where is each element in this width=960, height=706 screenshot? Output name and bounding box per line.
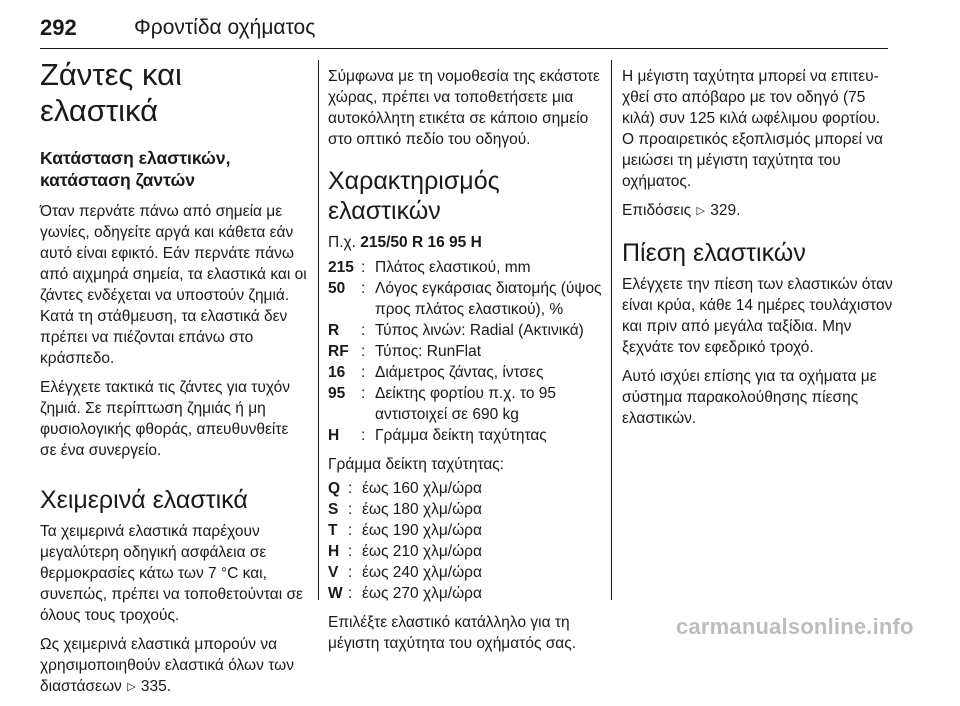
paragraph: Αυτό ισχύει επίσης για τα οχήματα με σύστημα παρακολούθησης πίεσης ελαστικών. bbox=[622, 368, 877, 427]
subsection-title: Κατάσταση ελαστικών, κατάσταση ζαντών bbox=[40, 148, 231, 190]
paragraph: Ελέγχετε την πίεση των ελαστικών όταν είναι κρύα, κάθε 14 ημέρες τουλάχιστον και πριν από μεγάλα ταξίδια. Μην ξεχνάτε τον εφεδρικό τροχό. bbox=[622, 276, 893, 356]
paragraph: Ελέγχετε τακτικά τις ζάντες για τυχόν ζημιά. Σε περίπτωση ζημιάς ή μη φυσιολογικής φθοράς, απευθυνθείτε σε ένα συνεργείο. bbox=[40, 379, 290, 459]
paragraph: Τα χειμερινά ελαστικά παρέχουν μεγαλύτερη οδηγική ασφάλεια σε θερμοκρασίες κάτω των 7 °C και, συνεπώς, πρέπει να τοποθετούνται σε όλους τους τροχούς. bbox=[40, 523, 303, 624]
definition-row: 215 : Πλάτος ελαστικού, mm bbox=[328, 259, 531, 276]
column-divider bbox=[611, 60, 612, 600]
speed-row: Q : έως 160 χλμ/ώρα bbox=[328, 480, 482, 497]
page-number: 292 bbox=[40, 15, 77, 40]
definition-row: 95 : Δείκτης φορτίου π.χ. το 95 αντιστοιχεί σε 690 kg bbox=[328, 385, 557, 423]
page-header bbox=[40, 12, 888, 49]
paragraph: Η μέγιστη ταχύτητα μπορεί να επιτευχθεί στο απόβαρο με τον οδηγό (75 κιλά) συν 125 κιλά ωφέλιμου φορτίου. Ο προαιρετικός εξοπλισμός μπορεί να μειώσει τη μέγιστη ταχύτητα του οχήματος. bbox=[622, 68, 883, 190]
example-line: Π.χ. 215/50 R 16 95 H bbox=[328, 234, 482, 251]
winter-tyres-title: Χειμερινά ελαστικά bbox=[40, 486, 248, 514]
definition-row: RF : Τύπος: RunFlat bbox=[328, 343, 482, 360]
paragraph: Ως χειμερινά ελαστικά μπορούν να χρησιμοποιηθούν ελαστικά όλων των διαστάσεων ▷ 335. bbox=[40, 634, 308, 698]
paragraph: Σύμφωνα με τη νομοθεσία της εκάστοτε χώρας, πρέπει να τοποθετήσετε μια αυτοκόλλητη ετικέτα σε κάποιο σημείο στο οπτικό πεδίο του οδηγού. bbox=[328, 68, 600, 148]
paragraph: Όταν περνάτε πάνω από σημεία με γωνίες, οδηγείτε αργά και κάθετα εάν αυτό είναι εφικτό. Εάν περνάτε πάνω από αιχμηρά σημεία, τα ελαστικά και οι ζάντες ενδέχεται να υποστούν ζημιά. Κατά τη στάθμευση, τα ελαστικά δεν πρέπει να πιέζονται επάνω στο κράσπεδο. bbox=[40, 203, 307, 367]
watermark: carmanualsonline.info bbox=[676, 614, 914, 639]
definition-row: 50 : Λόγος εγκάρσιας διατομής (ύψος προς πλάτος ελαστικού), % bbox=[328, 280, 602, 318]
paragraph: Επιλέξτε ελαστικό κατάλληλο για τη μέγιστη ταχύτητα του οχήματός σας. bbox=[328, 614, 577, 652]
header-title: Φροντίδα οχήματος bbox=[134, 16, 316, 39]
page-reference-arrow-icon: ▷ bbox=[696, 205, 705, 217]
page-reference-link[interactable]: 335. bbox=[140, 678, 172, 695]
tyre-designation-title: Χαρακτηρισμός ελαστικών bbox=[328, 167, 500, 225]
definition-row: 16 : Διάμετρος ζάντας, ίντσες bbox=[328, 364, 544, 381]
tyre-pressure-title: Πίεση ελαστικών bbox=[622, 239, 806, 267]
column-right bbox=[622, 66, 894, 437]
speed-row: T : έως 190 χλμ/ώρα bbox=[328, 522, 482, 539]
example-code: 215/50 R 16 95 H bbox=[360, 234, 482, 251]
speed-row: S : έως 180 χλμ/ώρα bbox=[328, 501, 482, 518]
definition-row: R : Τύπος λινών: Radial (Ακτινικά) bbox=[328, 322, 584, 339]
section-title: Ζάντες και ελαστικά bbox=[40, 57, 182, 128]
column-left bbox=[40, 57, 308, 706]
speed-row: W : έως 270 χλμ/ώρα bbox=[328, 585, 482, 602]
column-divider bbox=[318, 60, 319, 600]
definition-row: H : Γράμμα δείκτη ταχύτητας bbox=[328, 427, 547, 444]
page-reference-arrow-icon: ▷ bbox=[127, 681, 136, 693]
column-middle bbox=[328, 66, 604, 662]
paragraph: Επιδόσεις ▷ 329. bbox=[622, 200, 894, 222]
speed-row: V : έως 240 χλμ/ώρα bbox=[328, 564, 482, 581]
speed-row: H : έως 210 χλμ/ώρα bbox=[328, 543, 482, 560]
page-reference-link[interactable]: 329. bbox=[710, 202, 741, 219]
speed-index-list bbox=[328, 478, 604, 604]
definition-list bbox=[328, 257, 604, 446]
speed-index-intro: Γράμμα δείκτη ταχύτητας: bbox=[328, 456, 505, 473]
